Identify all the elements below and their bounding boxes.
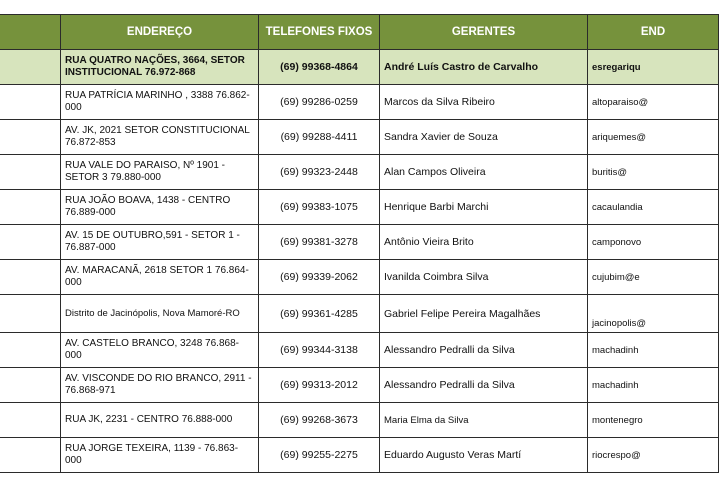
table-row: [0, 50, 719, 85]
email-cell: machadinh: [588, 333, 719, 368]
row-index-cell: [0, 190, 61, 225]
phone-cell: (69) 99381-3278: [259, 225, 380, 260]
manager-cell: Alessandro Pedralli da Silva: [380, 333, 588, 368]
email-cell: machadinh: [588, 368, 719, 403]
manager-cell: Henrique Barbi Marchi: [380, 190, 588, 225]
row-index-cell: [0, 260, 61, 295]
header-gerentes: GERENTES: [380, 15, 588, 50]
manager-cell: Alessandro Pedralli da Silva: [380, 368, 588, 403]
table-row: [0, 85, 719, 120]
manager-cell: Maria Elma da Silva: [380, 403, 588, 438]
address-cell: RUA JORGE TEXEIRA, 1139 - 76.863-000: [61, 438, 259, 473]
row-index-cell: [0, 295, 61, 333]
table-row: [0, 260, 719, 295]
manager-cell: Sandra Xavier de Souza: [380, 120, 588, 155]
header-telefones: TELEFONES FIXOS: [259, 15, 380, 50]
table-row: [0, 368, 719, 403]
header-email: END: [588, 15, 719, 50]
address-cell: Distrito de Jacinópolis, Nova Mamoré-RO: [61, 295, 259, 333]
manager-cell: Ivanilda Coimbra Silva: [380, 260, 588, 295]
table-row: [0, 120, 719, 155]
manager-cell: Marcos da Silva Ribeiro: [380, 85, 588, 120]
email-cell: cujubim@e: [588, 260, 719, 295]
phone-cell: (69) 99361-4285: [259, 295, 380, 333]
email-cell: cacaulandia: [588, 190, 719, 225]
table-row: [0, 225, 719, 260]
table-row: [0, 403, 719, 438]
address-cell: AV. 15 DE OUTUBRO,591 - SETOR 1 - 76.887-000: [61, 225, 259, 260]
address-cell: RUA QUATRO NAÇÕES, 3664, SETOR INSTITUCIONAL 76.972-868: [61, 50, 259, 85]
phone-cell: (69) 99255-2275: [259, 438, 380, 473]
phone-cell: (69) 99286-0259: [259, 85, 380, 120]
manager-cell: André Luís Castro de Carvalho: [380, 50, 588, 85]
row-index-cell: [0, 438, 61, 473]
row-index-cell: [0, 85, 61, 120]
table-row: [0, 438, 719, 473]
table-row: [0, 333, 719, 368]
address-cell: AV. CASTELO BRANCO, 3248 76.868-000: [61, 333, 259, 368]
phone-cell: (69) 99268-3673: [259, 403, 380, 438]
manager-cell: Gabriel Felipe Pereira Magalhães: [380, 295, 588, 333]
manager-cell: Eduardo Augusto Veras Martí: [380, 438, 588, 473]
address-cell: RUA JOÃO BOAVA, 1438 - CENTRO 76.889-000: [61, 190, 259, 225]
address-cell: RUA PATRÍCIA MARINHO , 3388 76.862-000: [61, 85, 259, 120]
row-index-cell: [0, 403, 61, 438]
phone-cell: (69) 99368-4864: [259, 50, 380, 85]
office-directory-table: [0, 14, 719, 473]
phone-cell: (69) 99344-3138: [259, 333, 380, 368]
row-index-cell: [0, 120, 61, 155]
header-row: [0, 15, 719, 50]
row-index-cell: [0, 225, 61, 260]
address-cell: RUA VALE DO PARAISO, Nº 1901 - SETOR 3 79.880-000: [61, 155, 259, 190]
email-cell: riocrespo@: [588, 438, 719, 473]
email-cell: jacinopolis@: [588, 295, 719, 333]
address-cell: AV. MARACANÃ, 2618 SETOR 1 76.864-000: [61, 260, 259, 295]
email-cell: ariquemes@: [588, 120, 719, 155]
row-index-cell: [0, 333, 61, 368]
address-cell: AV. JK, 2021 SETOR CONSTITUCIONAL 76.872-853: [61, 120, 259, 155]
row-index-cell: [0, 50, 61, 85]
table-row: [0, 155, 719, 190]
table-row: [0, 190, 719, 225]
header-endereco: ENDEREÇO: [61, 15, 259, 50]
email-cell: esregariqu: [588, 50, 719, 85]
address-cell: RUA JK, 2231 - CENTRO 76.888-000: [61, 403, 259, 438]
row-index-cell: [0, 155, 61, 190]
header-blank: [0, 15, 61, 50]
email-cell: camponovo: [588, 225, 719, 260]
table-row: [0, 295, 719, 333]
phone-cell: (69) 99339-2062: [259, 260, 380, 295]
email-cell: altoparaiso@: [588, 85, 719, 120]
email-cell: montenegro: [588, 403, 719, 438]
phone-cell: (69) 99288-4411: [259, 120, 380, 155]
phone-cell: (69) 99383-1075: [259, 190, 380, 225]
phone-cell: (69) 99313-2012: [259, 368, 380, 403]
manager-cell: Alan Campos Oliveira: [380, 155, 588, 190]
address-cell: AV. VISCONDE DO RIO BRANCO, 2911 - 76.868-971: [61, 368, 259, 403]
row-index-cell: [0, 368, 61, 403]
manager-cell: Antônio Vieira Brito: [380, 225, 588, 260]
email-cell: buritis@: [588, 155, 719, 190]
phone-cell: (69) 99323-2448: [259, 155, 380, 190]
